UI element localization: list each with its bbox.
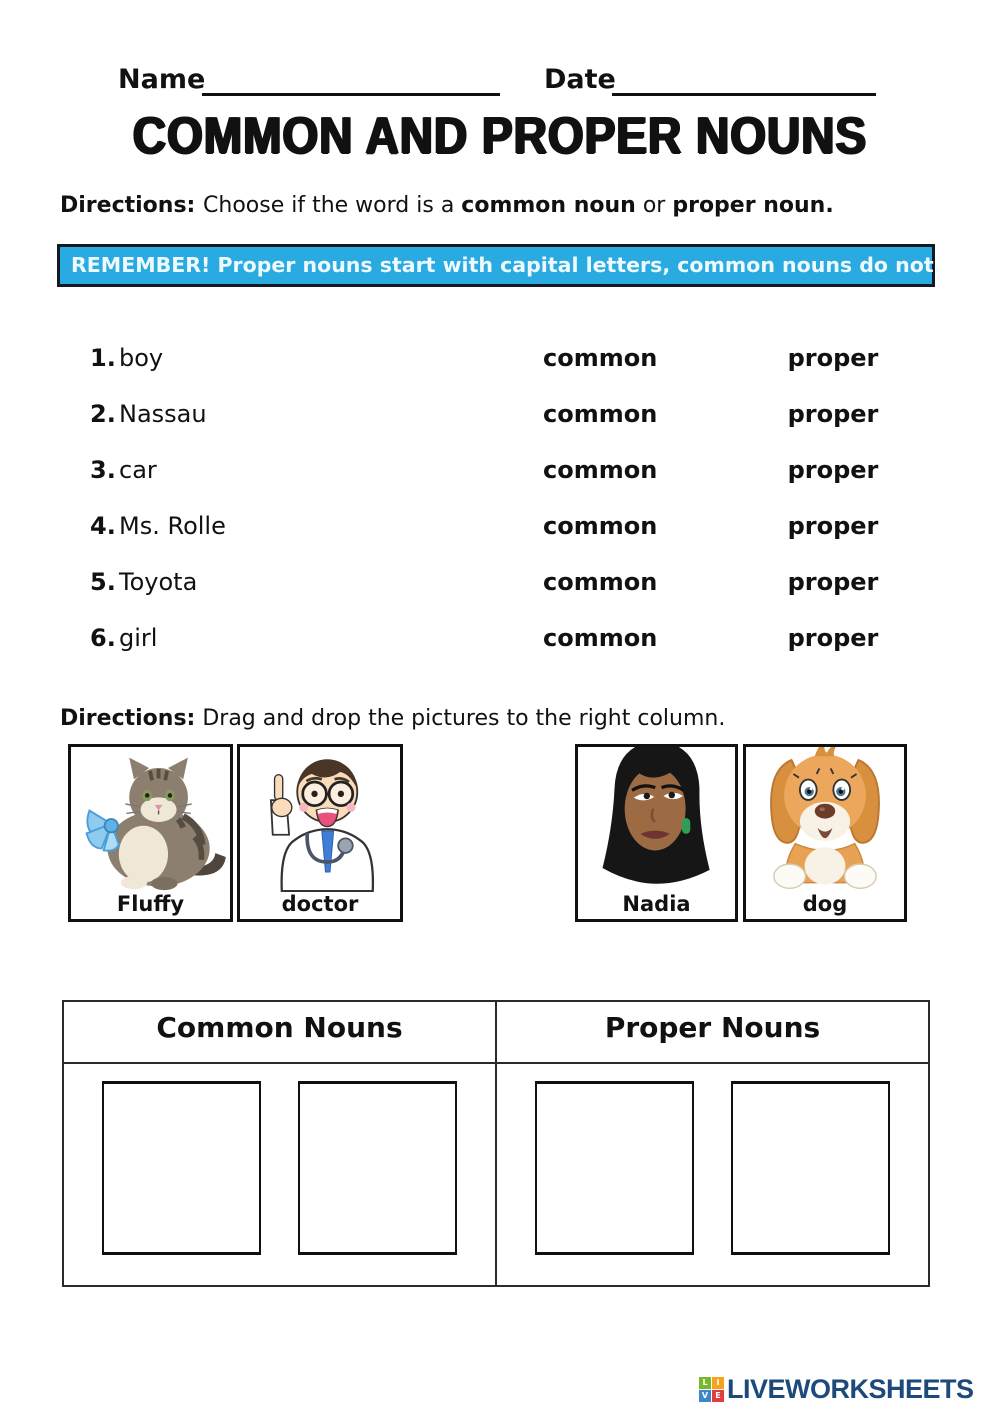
column-header-proper: Proper Nouns: [497, 1002, 928, 1064]
question-word: boy: [119, 344, 164, 372]
option-common[interactable]: common: [543, 344, 658, 372]
drag-card-nadia[interactable]: [575, 744, 738, 922]
tabby-cat-with-blue-bow-image: [71, 747, 230, 892]
card-label: Nadia: [622, 892, 691, 916]
drop-slot-proper-1[interactable]: [535, 1081, 694, 1255]
drop-slot-common-1[interactable]: [102, 1081, 261, 1255]
logo-square-i: I: [712, 1377, 724, 1389]
directions-drag-drop: Directions: Drag and drop the pictures to the right column.: [60, 706, 726, 731]
brand-name: LIVEWORKSHEETS: [727, 1374, 974, 1404]
question-row-2: [0, 400, 1000, 442]
question-row-5: [0, 568, 1000, 610]
common-nouns-column: [64, 1002, 495, 1285]
liveworksheets-grid-icon: [699, 1377, 724, 1402]
doctor-pointing-up-image: [240, 747, 400, 892]
directions-choose: Directions: Choose if the word is a common noun or proper noun.: [60, 193, 834, 218]
question-word: Toyota: [119, 568, 198, 596]
option-proper[interactable]: proper: [787, 400, 879, 428]
directions-label: Directions: [60, 193, 187, 218]
question-word: Nassau: [119, 400, 207, 428]
option-proper[interactable]: proper: [787, 456, 879, 484]
option-common[interactable]: common: [543, 512, 658, 540]
option-proper[interactable]: proper: [787, 512, 879, 540]
date-input-line[interactable]: [612, 64, 876, 96]
directions-label: Directions:: [60, 706, 196, 731]
question-row-1: [0, 344, 1000, 386]
option-common[interactable]: common: [543, 624, 658, 652]
reminder-banner: REMEMBER! Proper nouns start with capital letters, common nouns do not.: [57, 244, 935, 287]
logo-square-v: V: [699, 1390, 711, 1402]
question-number: 6.: [90, 624, 116, 652]
card-label: Fluffy: [116, 892, 185, 916]
common-drop-area: [64, 1064, 495, 1285]
question-row-4: [0, 512, 1000, 554]
woman-black-hair-image: [578, 747, 735, 892]
option-common[interactable]: common: [543, 456, 658, 484]
logo-square-e: E: [712, 1390, 724, 1402]
option-proper[interactable]: proper: [787, 624, 879, 652]
name-input-line[interactable]: [202, 64, 500, 96]
option-common[interactable]: common: [543, 400, 658, 428]
question-number: 4.: [90, 512, 116, 540]
drop-slot-proper-2[interactable]: [731, 1081, 890, 1255]
question-word: car: [119, 456, 157, 484]
question-number: 5.: [90, 568, 116, 596]
card-label: dog: [802, 892, 848, 916]
drag-card-doctor[interactable]: [237, 744, 403, 922]
option-proper[interactable]: proper: [787, 568, 879, 596]
drag-card-fluffy[interactable]: [68, 744, 233, 922]
date-label: Date: [544, 64, 616, 95]
card-label: doctor: [281, 892, 359, 916]
option-proper[interactable]: proper: [787, 344, 879, 372]
proper-nouns-column: [495, 1002, 928, 1285]
question-word: girl: [119, 624, 158, 652]
drop-slot-common-2[interactable]: [298, 1081, 457, 1255]
option-common[interactable]: common: [543, 568, 658, 596]
question-number: 2.: [90, 400, 116, 428]
liveworksheets-logo[interactable]: [699, 1374, 974, 1405]
question-row-3: [0, 456, 1000, 498]
proper-drop-area: [497, 1064, 928, 1285]
question-row-6: [0, 624, 1000, 666]
column-header-common: Common Nouns: [64, 1002, 495, 1064]
question-number: 1.: [90, 344, 116, 372]
sorting-table: [62, 1000, 930, 1287]
question-word: Ms. Rolle: [119, 512, 226, 540]
logo-square-l: L: [699, 1377, 711, 1389]
question-number: 3.: [90, 456, 116, 484]
drag-card-dog[interactable]: [743, 744, 907, 922]
question-list: [0, 344, 1000, 674]
brown-puppy-image: [746, 747, 904, 892]
page-title: COMMON AND PROPER NOUNS: [132, 105, 868, 165]
name-label: Name: [118, 64, 206, 95]
